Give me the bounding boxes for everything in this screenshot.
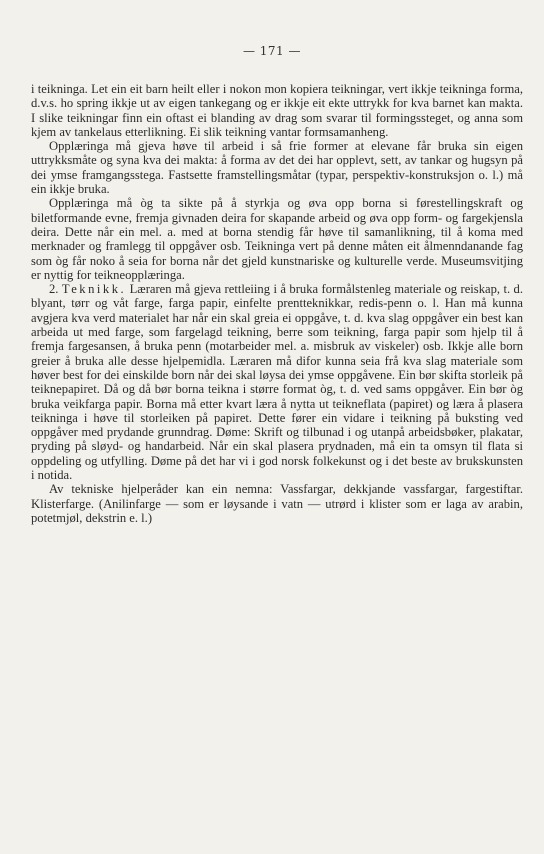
- paragraph-2: Opplæringa må gjeva høve til arbeid i så frie former at elevane får bruka sin eigen uttrykksmåte og syna kva dei makta: å forma av det dei har opplevt, sett, av tankar og hugsyn på dei ymse framgangsstega. Fastsette framstellingsmåtar (typar, perspektiv-konstruksjon o. l.) må ein ikkje bruka.: [31, 139, 523, 197]
- paragraph-5: Av tekniske hjelperåder kan ein nemna: Vassfargar, dekkjande vassfargar, fargestiftar. Klisterfarge. (Anilinfarge — som er løysande i vatn — utrørd i klister som er laga av arabin, potetmjøl, dekstrin e. l.): [31, 482, 523, 525]
- body-text: [31, 82, 523, 525]
- paragraph-4-text: Læraren må gjeva rettleiing i å bruka formålstenleg materiale og reiskap, t. d. blyant, tørr og våt farge, farga papir, einfelte prentteknikkar, redis-penn o. l. Han må kunna avgjera kva verd materialet har når ein skal greia ei oppgåve, t. d. kva slag oppgåver ein best kan arbeida ut med farge, som fargelagd teikning, berre som teikning, farga papir som hjelp til å fremja fargesansen, å bruka penn (motarbeider mel. a. misbruk av viskeler) osb. Ikkje alle born greier å bruka alle desse hjelpemidla. Læraren må difor kunna seia frå kva slag materiale som høver best for dei einskilde born når dei skal løysa dei ymse oppgåvene. Ein bør skifta storleik på teiknepapiret. Då og då bør borna teikna i større format òg, t. d. ved sams oppgåver. Ein bør òg bruka veikfarga papir. Borna må etter kvart læra å nytta ut teikneflata (papiret) og læra å plasera teikninga i høve til storleiken på papiret. Dette fører ein vidare i teikning på buksting ved oppgåver med prydande grunndrag. Døme: Skrift og tilbunad i og utanpå arbeidsbøker, plakatar, pryding på sløyd- og handarbeid. Når ein skal plasera prydnaden, må ein ta omsyn til flata si oppdeling og utfylling. Døme på det har vi i god norsk folkekunst og i det beste av brukskunsten i notida.: [31, 282, 523, 483]
- paragraph-1: i teikninga. Let ein eit barn heilt eller i nokon mon kopiera teikningar, vert ikkje teikninga forma, d.v.s. ho spring ikkje ut av eigen tankegang og er ikkje eit ekte uttrykk for kva barnet kan makta. I slike teikningar finn ein oftast ei blanding av drag som svarar til formingssteget, og anna som kjem av tankelaus etterlikning. Ei slik teikning vantar formsamanheng.: [31, 82, 523, 139]
- page-number: — 171 —: [242, 44, 302, 58]
- paragraph-4: [31, 282, 523, 482]
- section-heading: Teknikk.: [61, 282, 127, 297]
- section-number: 2.: [49, 282, 59, 297]
- paragraph-3: Opplæringa må òg ta sikte på å styrkja og øva opp borna si førestellingskraft og biletformande evne, fremja givnaden deira for skapande arbeid og øva opp form- og fargekjensla deira. Dette når ein mel. a. med at borna stendig får høve til samanlikning, til å koma med merknader og framlegg til oppgåver osb. Teikninga vert på denne måten eit ålmenndanande fag som òg får noko å seia for borna når det gjeld kunstnariske og kulturelle verde. Museumsvitjing er nyttig for teikneopplæringa.: [31, 196, 523, 282]
